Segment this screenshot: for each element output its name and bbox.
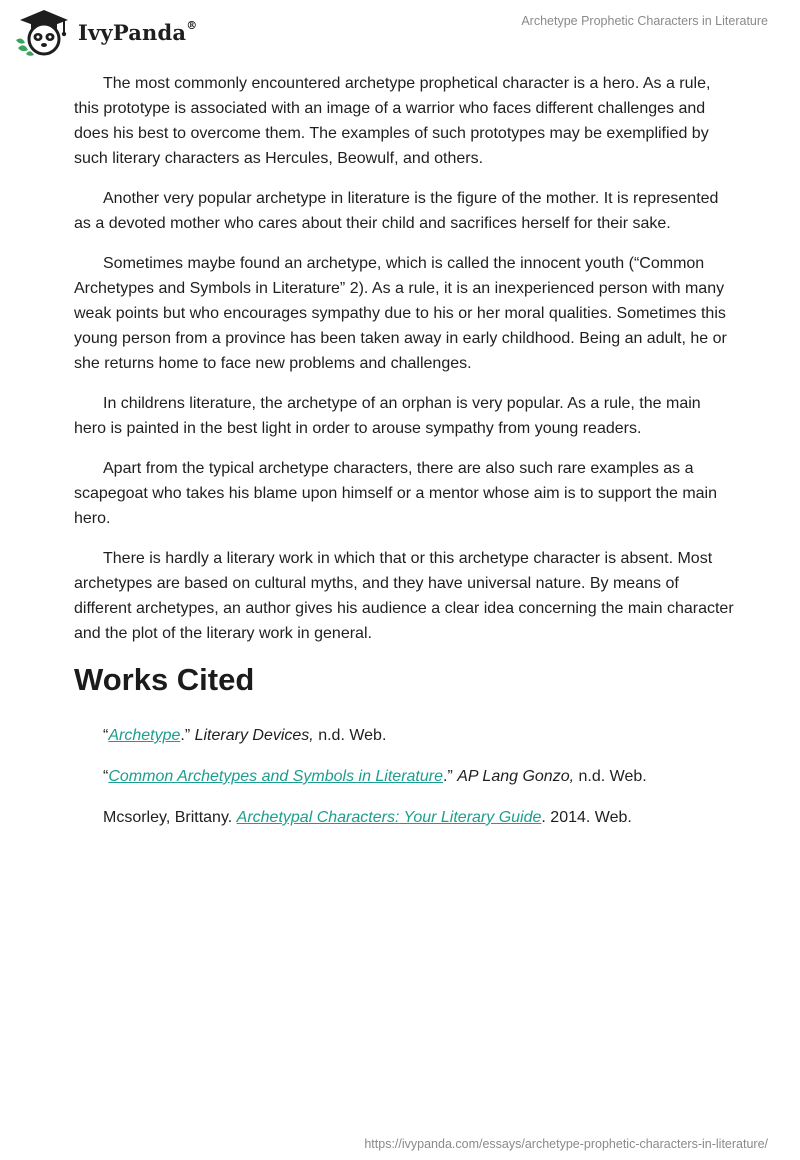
brand-name: IvyPanda® [78, 18, 198, 45]
essay-body [74, 71, 734, 848]
citation-link[interactable]: Common Archetypes and Symbols in Literature [108, 768, 443, 785]
footer-url[interactable]: https://ivypanda.com/essays/archetype-prophetic-characters-in-literature/ [364, 1137, 768, 1151]
document-title: Archetype Prophetic Characters in Literature [521, 14, 768, 28]
paragraph: In childrens literature, the archetype of an orphan is very popular. As a rule, the main hero is painted in the best light in order to arouse sympathy from young readers. [74, 395, 701, 437]
paragraph: There is hardly a literary work in which that or this archetype character is absent. Most archetypes are based on cultural myths, and they have universal nature. By means of different archetypes, an author gives his audience a clear idea concerning the main character and the plot of the literary work in general. [74, 550, 734, 642]
paragraph: The most commonly encountered archetype prophetical character is a hero. As a rule, this prototype is associated with an image of a warrior who faces different challenges and does his best to overcome them. The examples of such prototypes may be exemplified by such literary characters as Hercules, Beowulf, and others. [74, 75, 711, 167]
citation-source: AP Lang Gonzo, [457, 768, 575, 785]
citation-entry: “Archetype.” Literary Devices, n.d. Web. [103, 727, 387, 744]
citation-link[interactable]: Archetype [108, 727, 181, 744]
citation-link[interactable]: Archetypal Characters: Your Literary Guide [236, 809, 542, 826]
paragraph: Another very popular archetype in literature is the figure of the mother. It is represented as a devoted mother who cares about their child and sacrifices herself for their sake. [74, 190, 719, 232]
citation-entry: Mcsorley, Brittany. Archetypal Characters: Your Literary Guide. 2014. Web. [103, 809, 632, 826]
paragraph: Apart from the typical archetype characters, there are also such rare examples as a scapegoat who takes his blame upon himself or a mentor whose aim is to support the main hero. [74, 460, 717, 527]
citation-entry: “Common Archetypes and Symbols in Literature.” AP Lang Gonzo, n.d. Web. [103, 768, 647, 785]
paragraph: Sometimes maybe found an archetype, which is called the innocent youth (“Common Archetypes and Symbols in Literature” 2). As a rule, it is an inexperienced person with many weak points but who encourages sympathy due to his or her moral qualities. Sometimes this young person from a province has been taken away in early childhood. Being an adult, he or she returns home to face new problems and challenges. [74, 255, 727, 372]
works-cited-heading: Works Cited [74, 662, 255, 697]
ivypanda-logo[interactable] [14, 6, 197, 58]
citation-source: Literary Devices, [194, 727, 314, 744]
panda-graduate-icon [14, 6, 70, 58]
page-header [0, 0, 800, 62]
